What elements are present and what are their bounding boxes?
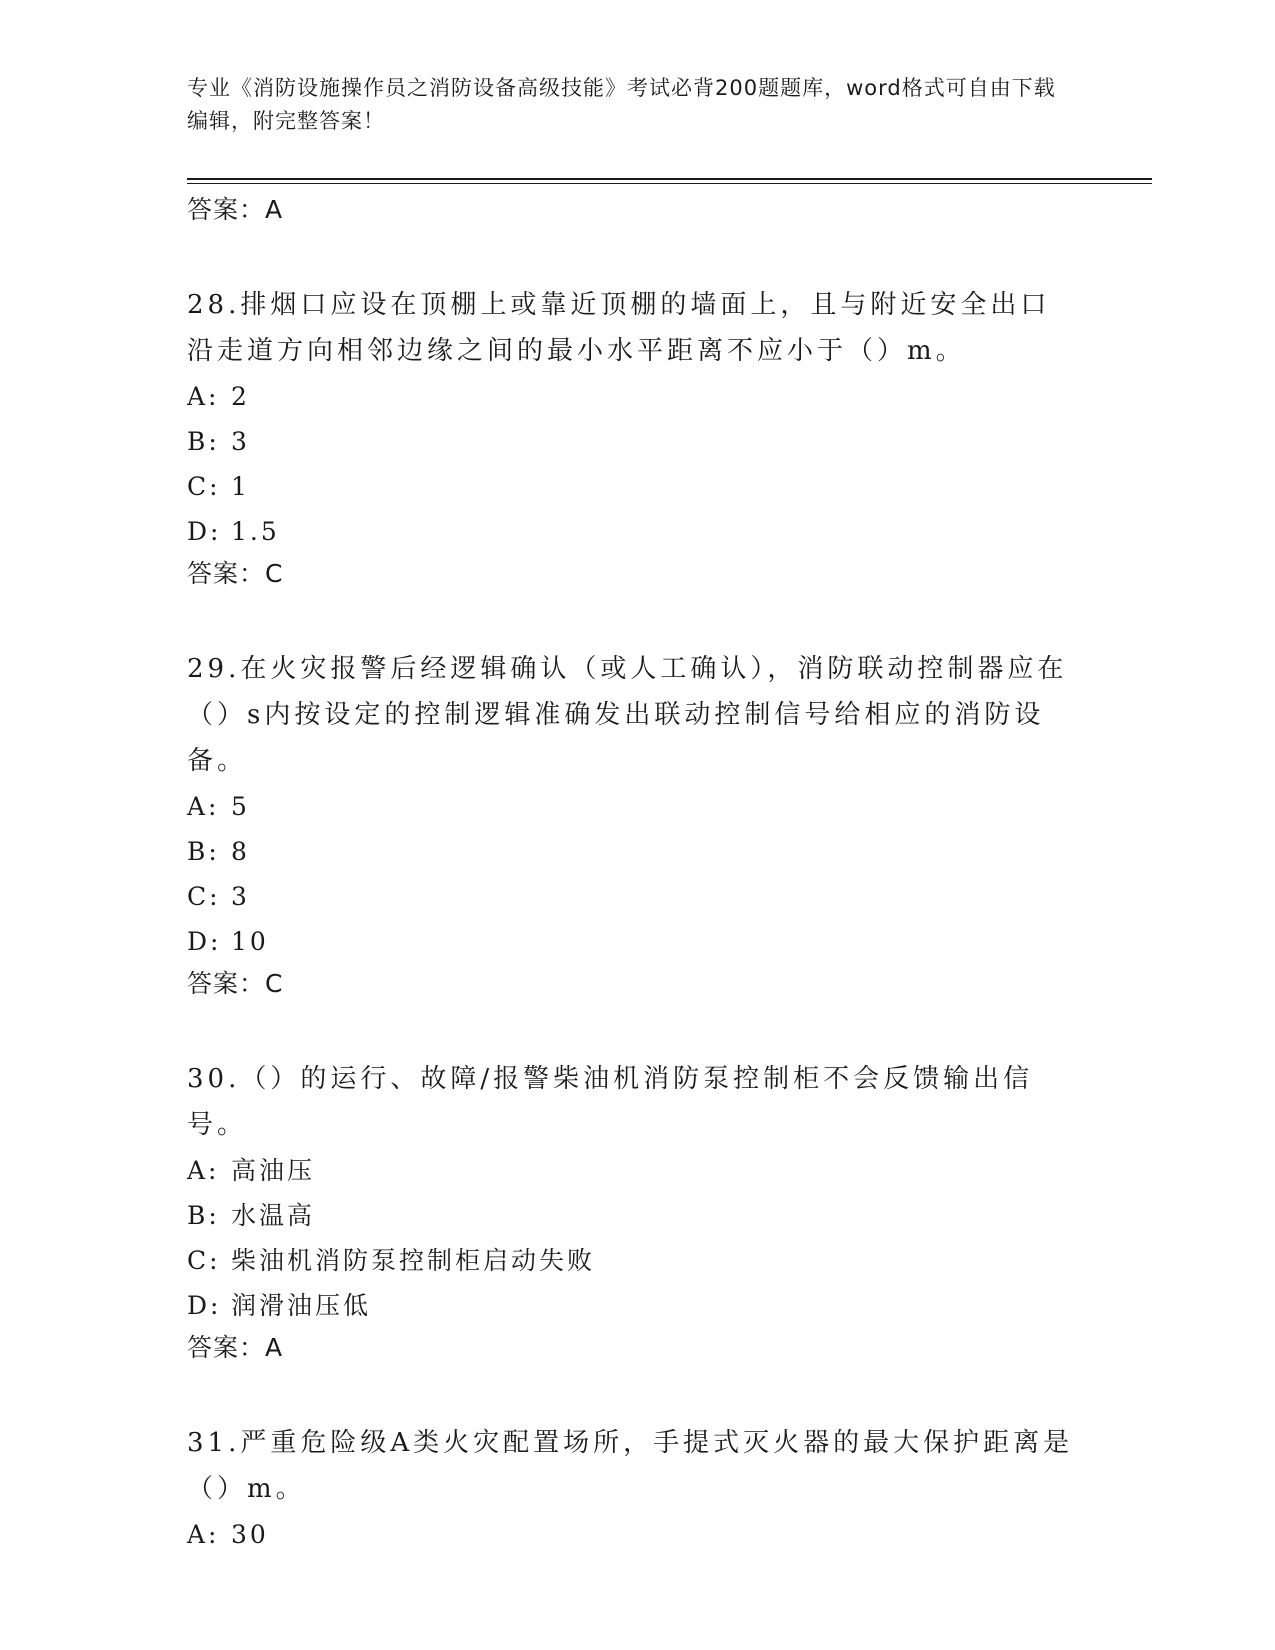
option-c [187, 464, 1077, 509]
option-key: A: [187, 1156, 220, 1185]
answer-line: 答案：A [187, 1333, 284, 1362]
question-29 [187, 646, 1077, 1004]
option-key: C: [187, 472, 221, 501]
option-c [187, 874, 1077, 919]
option-text: 5 [231, 792, 250, 821]
header-divider-thin [187, 183, 1152, 184]
header-divider-thick [187, 178, 1152, 180]
answer-line: 答案：C [187, 559, 284, 588]
option-text: 高油压 [231, 1156, 316, 1185]
question-list [187, 190, 1077, 1609]
question-stem: 30.（）的运行、故障/报警柴油机消防泵控制柜不会反馈输出信号。 [187, 1064, 1034, 1140]
answer-line: 答案：A [187, 195, 284, 224]
option-b [187, 1193, 1077, 1238]
answer-line: 答案：C [187, 969, 284, 998]
question-28 [187, 282, 1077, 594]
option-text: 1.5 [231, 517, 280, 546]
option-d [187, 1283, 1077, 1328]
option-key: A: [187, 792, 220, 821]
option-key: D: [187, 927, 222, 956]
option-key: B: [187, 427, 220, 456]
option-key: A: [187, 1520, 220, 1549]
option-key: C: [187, 882, 221, 911]
question-stem: 28.排烟口应设在顶棚上或靠近顶棚的墙面上，且与附近安全出口沿走道方向相邻边缘之间的最小水平距离不应小于（）m。 [187, 290, 1051, 366]
option-key: A: [187, 382, 220, 411]
option-text: 3 [231, 882, 250, 911]
option-d [187, 509, 1077, 554]
option-text: 3 [231, 427, 250, 456]
option-a [187, 1512, 1077, 1557]
question-stem: 29.在火灾报警后经逻辑确认（或人工确认），消防联动控制器应在（）s内按设定的控制逻辑准确发出联动控制信号给相应的消防设备。 [187, 654, 1068, 776]
option-a [187, 784, 1077, 829]
option-b [187, 829, 1077, 874]
option-a [187, 1148, 1077, 1193]
option-text: 润滑油压低 [231, 1291, 372, 1320]
option-text: 柴油机消防泵控制柜启动失败 [231, 1246, 596, 1275]
option-text: 水温高 [231, 1201, 316, 1230]
option-text: 1 [231, 472, 250, 501]
option-b [187, 419, 1077, 464]
option-key: B: [187, 837, 220, 866]
option-c [187, 1238, 1077, 1283]
option-key: C: [187, 1246, 221, 1275]
option-d [187, 919, 1077, 964]
option-key: D: [187, 517, 222, 546]
document-header: 专业《消防设施操作员之消防设备高级技能》考试必背200题题库，word格式可自由下载编辑，附完整答案！ [187, 76, 1056, 133]
option-key: B: [187, 1201, 220, 1230]
option-text: 2 [231, 382, 250, 411]
option-text: 10 [231, 927, 269, 956]
question-31 [187, 1420, 1077, 1557]
option-text: 30 [231, 1520, 269, 1549]
question-30 [187, 1056, 1077, 1368]
option-text: 8 [231, 837, 250, 866]
option-key: D: [187, 1291, 222, 1320]
question-stem: 31.严重危险级A类火灾配置场所，手提式灭火器的最大保护距离是（）m。 [187, 1428, 1074, 1504]
option-a [187, 374, 1077, 419]
